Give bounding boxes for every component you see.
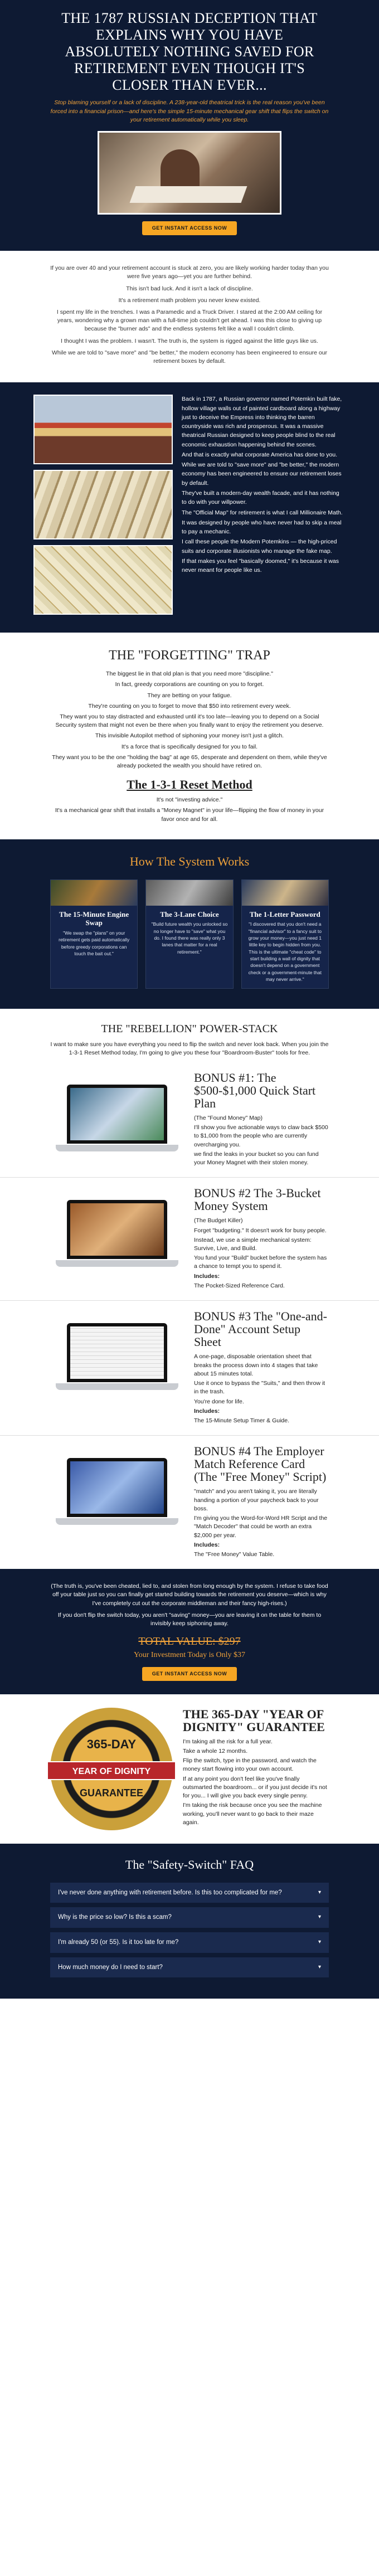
bonus-item [0,1178,379,1301]
bonus-item [0,1436,379,1569]
rebellion-title: THE "REBELLION" POWER-STACK [101,1023,278,1036]
reset-paragraph: It's a mechanical gear shift that installs a "Money Magnet" in your life—flipping the flow of money in your favor once and for all. [55,807,324,823]
bonus-line: Includes: [194,1407,220,1415]
bonus-line: Forget "budgeting." It doesn't work for busy people. [194,1227,327,1234]
history-section [0,382,379,633]
closing-section [0,1569,379,1694]
faq-question: How much money do I need to start? [58,1963,163,1971]
card-text: "I discovered that you don't need a "financial advisor" to a fancy suit to grow your money—you just need 1 little key to begin hidden from you. This is the ultimate "cheat code" to start building a wall of dignity that doesn't depend on a government check or a government-minute that may never arrive." [248,921,322,982]
system-card [50,879,138,989]
forgetting-paragraph: They are betting on your fatigue. [147,692,232,699]
bonus-line: (The "Found Money" Map) [194,1114,263,1121]
seal-band-text: YEAR OF DIGNITY [47,1761,176,1780]
history-paragraph: The "Official Map" for retirement is what I call Millionaire Math. [182,509,343,516]
faq-item[interactable] [50,1883,329,1903]
card-image [146,880,232,906]
faq-item[interactable] [50,1907,329,1928]
intro-paragraph: While we are told to "save more" and "be better," the modern economy has been engineered to ensure our retirement boxes by default. [51,349,328,365]
guarantee-line: If at any point you don't feel like you've finally outsmarted the boardroom... or if you just decide it's not for you... I will give you back every single penny. [183,1775,327,1800]
bonus-item [0,1062,379,1178]
history-paragraph: While we are told to "save more" and "be better," the modern economy has been engineered to ensure our retirement loses by default. [182,461,342,487]
card-text: "Build future wealth you unlocked so no longer have to "save" what you do. I found there was really only 3 lanes that matter for a real retirement." [151,921,228,955]
rebellion-section [0,1009,379,1062]
closing-paragraph: (The truth is, you've been cheated, lied to, and stolen from long enough by the system. I refuse to take food off your table just so you can finally get started building towards the retirement you deserve—which is why I've completely cut out the corporate middleman and their fancy high-rises.) [51,1583,328,1607]
seal-bottom-text: GUARANTEE [79,1787,143,1799]
laptop-image [50,1323,184,1390]
history-paragraph: If that makes you feel "basically doomed," it's because it was never meant for people like us. [182,557,339,574]
guarantee-title: THE 365-DAY "YEAR OF DIGNITY" GUARANTEE [183,1707,325,1734]
hero-section [0,0,379,251]
rebellion-text: I want to make sure you have everything you need to flip the switch and never look back. When you join the 1-3-1 Reset Method today, I'm going to give you these four "Boardroom-Buster" tools for free. [50,1041,329,1057]
system-card [241,879,329,989]
bonus-line: Includes: [194,1541,220,1548]
forgetting-title: THE "FORGETTING" TRAP [109,648,270,663]
forgetting-paragraph: The biggest lie in that old plan is that you need more "discipline." [106,670,273,678]
faq-title: The "Safety-Switch" FAQ [125,1857,254,1872]
system-section [0,839,379,1009]
bonus-line: (The Budget Killer) [194,1217,243,1224]
hero-lead: Stop blaming yourself or a lack of discipline. A 238-year-old theatrical trick is the real reason you've been forced into a financial prison—and here's the simple 15-minute mechanical gear shift that flips the switch on your retirement automatically while you sleep. [50,99,329,123]
reset-paragraph: It's not "investing advice." [156,796,223,804]
bonus-line: You're done for life. [194,1398,244,1405]
card-title: The 3-Lane Choice [160,910,219,918]
intro-paragraph: This isn't bad luck. And it isn't a lack of discipline. [126,285,253,292]
history-paragraph: And that is exactly what corporate America has done to you. [182,451,337,458]
closing-paragraph: If you don't flip the switch today, you aren't "saving" money—you are leaving it on the table for them to invisibly keep siphoning away. [57,1611,322,1627]
reset-method-title: The 1-3-1 Reset Method [127,777,252,792]
faq-section [0,1844,379,1999]
intro-paragraph: I spent my life in the trenches. I was a Paramedic and a Truck Driver. I stared at the 2:00 AM ceiling for years, wondering why a grown man with a full-time job couldn't get ahead. I was this close to giving up because the "burner ads" and the endless systems felt like a wall I couldn't climb. [56,309,323,333]
card-title: The 1-Letter Password [249,910,320,918]
card-text: "We swap the "plans" on your retirement gets paid automatically before greedy corporations can touch the bait out." [59,930,130,956]
guarantee-seal-icon [50,1708,173,1830]
history-paragraph: It was designed by people who have never had to skip a meal to pay a mechanic. [182,519,342,536]
total-value: TOTAL VALUE: $297 [138,1635,241,1648]
bonus-line: The Pocket-Sized Reference Card. [194,1282,285,1289]
blueprint-image [33,545,173,615]
intro-paragraph: I thought I was the problem. I wasn't. The truth is, the system is rigged against the little guys like us. [61,337,318,344]
intro-paragraph: If you are over 40 and your retirement account is stuck at zero, you are likely working harder today than you were five years ago—yet you are further behind. [50,265,329,280]
guarantee-line: Flip the switch, type in the password, and watch the money start flowing into your own account. [183,1757,317,1773]
hero-title: THE 1787 RUSSIAN DECEPTION THAT EXPLAINS WHY YOU HAVE ABSOLUTELY NOTHING SAVED FOR RETIREMENT EVEN THOUGH IT'S CLOSER THAN EVER... [61,10,318,93]
laptop-image [50,1200,184,1267]
closing-cta-button[interactable]: GET INSTANT ACCESS NOW [142,1667,237,1681]
price-today: Your Investment Today is Only $37 [134,1651,245,1660]
bonus-line: we find the leaks in your bucket so you can fund your Money Magnet with their stolen money. [194,1150,319,1166]
history-paragraph: I call these people the Modern Potemkins — the high-priced suits and corporate illusionists who manage the fake map. [182,538,337,555]
intro-paragraph: It's a retirement math problem you never knew existed. [118,297,261,304]
guarantee-line: I'm taking the risk because once you see the machine working, you'll never want to go back to their maze again. [183,1802,322,1826]
faq-question: Why is the price so low? Is this a scam? [58,1914,172,1921]
forgetting-section [0,633,379,839]
chevron-down-icon: ▾ [318,1914,321,1921]
forgetting-paragraph: They want you to stay distracted and exhausted until it's too late—leaving you to depend on a Social Security system that might not even be there when you finally want to enjoy the retirement you deserve. [55,713,324,729]
bonus-line: A one-page, disposable orientation sheet that breaks the process down into 4 stages that take about 15 minutes total. [194,1353,318,1377]
chevron-down-icon: ▾ [318,1889,321,1895]
card-title: The 15-Minute Engine Swap [59,910,129,927]
bonus-line: Instead, we use a simple mechanical system: Survive, Live, and Build. [194,1236,312,1252]
bonus-line: The 15-Minute Setup Timer & Guide. [194,1417,289,1424]
bonus-line: You fund your "Build" bucket before the system has a chance to tempt you to spend it. [194,1255,327,1270]
system-title: How The System Works [129,854,250,868]
bonus-item [0,1301,379,1436]
bonus-title: BONUS #4 The Employer Match Reference Card (The "Free Money" Script) [194,1444,327,1484]
forgetting-paragraph: They're counting on you to forget to move that $50 into retirement every week. [88,702,291,709]
laptop-image [50,1085,184,1151]
bonus-line: Includes: [194,1272,220,1280]
chevron-down-icon: ▾ [318,1963,321,1970]
hero-cta-button[interactable]: GET INSTANT ACCESS NOW [142,221,237,235]
forgetting-paragraph: In fact, greedy corporations are counting on you to forget. [115,681,264,688]
guarantee-line: Take a whole 12 months. [183,1748,248,1755]
bonus-title: BONUS #3 The "One-and-Done" Account Setup Sheet [194,1309,327,1349]
forgetting-paragraph: It's a force that is specifically designed for you to fail. [121,743,258,750]
guarantee-section [0,1694,379,1844]
chevron-down-icon: ▾ [318,1938,321,1945]
seal-top-text: 365-DAY [86,1737,137,1751]
bonus-title: BONUS #1: The $500-$1,000 Quick Start Plan [194,1070,316,1110]
faq-item[interactable] [50,1932,329,1953]
hero-image [98,131,281,215]
laptop-image [50,1458,184,1525]
system-card [145,879,233,989]
faq-question: I've never done anything with retirement before. Is this too complicated for me? [58,1889,282,1896]
bonus-line: The "Free Money" Value Table. [194,1551,275,1558]
map-image [33,470,173,539]
faq-question: I'm already 50 (or 55). Is it too late for me? [58,1938,179,1946]
intro-section [0,251,379,382]
bonus-line: "match" and you aren't taking it, you are literally handing a portion of your paycheck back to your boss. [194,1488,319,1512]
bonus-line: Use it once to bypass the "Suits," and then throw it in the trash. [194,1380,325,1396]
bonus-title: BONUS #2 The 3-Bucket Money System [194,1186,321,1213]
kremlin-image [33,395,173,464]
card-image [242,880,328,906]
faq-item[interactable] [50,1957,329,1978]
bonus-line: I'll show you five actionable ways to claw back $500 to $1,000 from the people who are currently overcharging you. [194,1124,328,1148]
bonus-line: I'm giving you the Word-for-Word HR Script and the "Match Decoder" that could be worth an extra $2,000 per year. [194,1515,328,1539]
guarantee-line: I'm taking all the risk for a full year. [183,1738,273,1745]
card-image [51,880,137,906]
forgetting-paragraph: This invisible Autopilot method of siphoning your money isn't just a glitch. [95,732,284,740]
forgetting-paragraph: They want you to be the one "holding the bag" at age 65, desperate and dependent on them, while they've already pocketed the wealth you should have retired on. [52,754,327,770]
history-paragraph: They've built a modern-day wealth facade, and it has nothing to do with your willpower. [182,490,339,506]
history-paragraph: Back in 1787, a Russian governor named Potemkin built fake, hollow village walls out of painted cardboard along a highway just to deceive the Empress into thinking the barren countryside was rich and prosperous. It was a massive theatrical Russian designed to keep people blind to the real economic exhaustion happening behind the scenes. [182,396,342,448]
